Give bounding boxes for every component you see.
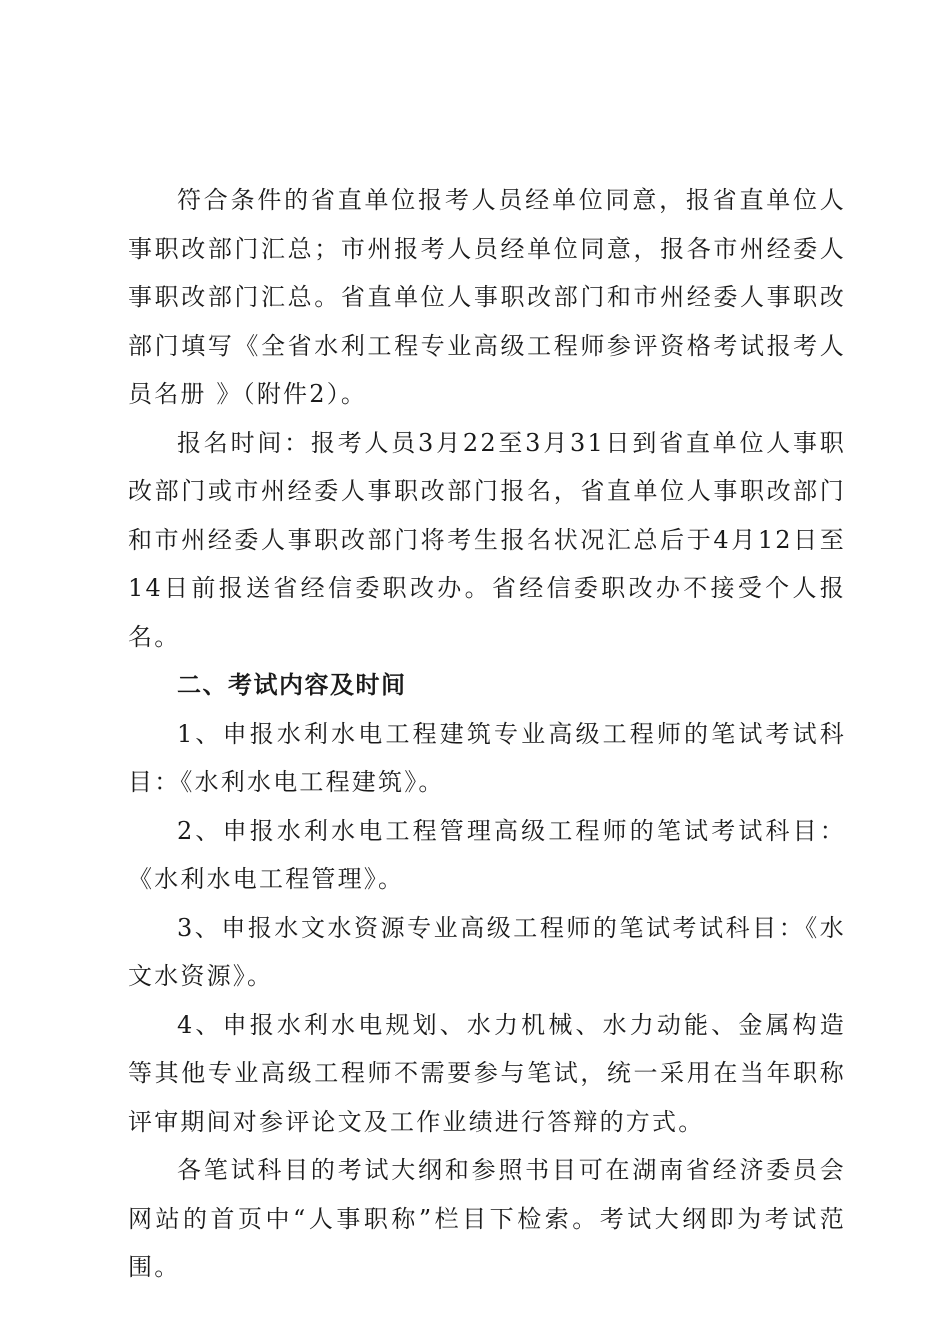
paragraph-item-2: 2、申报水利水电工程管理高级工程师的笔试考试科目：《水利水电工程管理》。 (128, 816, 846, 893)
paragraph-item-4: 4、申报水利水电规划、水力机械、水力动能、金属构造等其他专业高级工程师不需要参与笔试，统一采用在当年职称评审期间对参评论文及工作业绩进行答辩的方式。 (128, 1010, 846, 1136)
paragraph-item-1: 1、申报水利水电工程建筑专业高级工程师的笔试考试科目：《水利水电工程建筑》。 (128, 719, 846, 796)
paragraph-item-3: 3、申报水文水资源专业高级工程师的笔试考试科目：《水文水资源》。 (128, 913, 846, 990)
section-heading-exam-content: 二、考试内容及时间 (177, 671, 407, 699)
paragraph-syllabus-note: 各笔试科目的考试大纲和参照书目可在湖南省经济委员会网站的首页中“人事职称”栏目下检索。考试大纲即为考试范围。 (128, 1156, 846, 1281)
document-body (128, 176, 846, 1292)
paragraph-registration-time: 报名时间：报考人员3月22至3月31日到省直单位人事职改部门或市州经委人事职改部门报名，省直单位人事职改部门和市州经委人事职改部门将考生报名状况汇总后于4月12日至14日前报送省经信委职改办。省经信委职改办不接受个人报名。 (128, 428, 846, 651)
paragraph-application-submission: 符合条件的省直单位报考人员经单位同意，报省直单位人事职改部门汇总；市州报考人员经单位同意，报各市州经委人事职改部门汇总。省直单位人事职改部门和市州经委人事职改部门填写《全省水利工程专业高级工程师参评资格考试报考人员名册 》（附件2）。 (128, 186, 846, 408)
